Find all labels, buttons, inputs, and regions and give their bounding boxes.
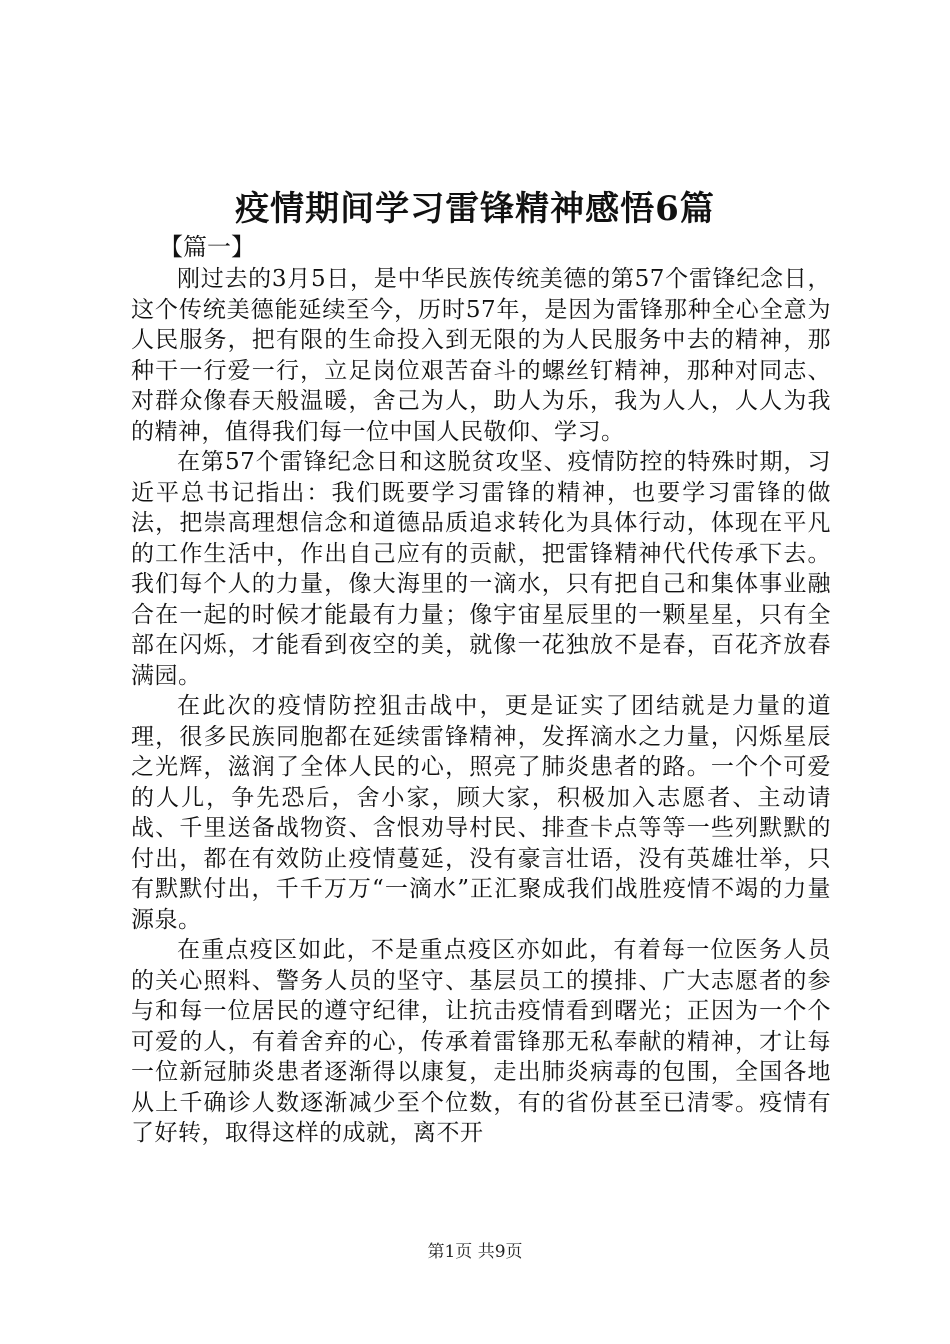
paragraph-2: 在第57个雷锋纪念日和这脱贫攻坚、疫情防控的特殊时期，习近平总书记指出：我们既要学习雷锋的精神，也要学习雷锋的做法，把崇高理想信念和道德品质追求转化为具体行动，体现在平凡的工作生活中，作出自己应有的贡献，把雷锋精神代代传承下去。我们每个人的力量，像大海里的一滴水，只有把自己和集体事业融合在一起的时候才能最有力量；像宇宙星辰里的一颗星星，只有全部在闪烁，才能看到夜空的美，就像一花独放不是春，百花齐放春满园。 bbox=[131, 449, 831, 689]
paragraph-4: 在重点疫区如此，不是重点疫区亦如此，有着每一位医务人员的关心照料、警务人员的坚守、基层员工的摸排、广大志愿者的参与和每一位居民的遵守纪律，让抗击疫情看到曙光；正因为一个个可爱的人，有着舍弃的心，传承着雷锋那无私奉献的精神，才让每一位新冠肺炎患者逐渐得以康复，走出肺炎病毒的包围，全国各地从上千确诊人数逐渐减少至个位数，有的省份甚至已清零。疫情有了好转，取得这样的成就，离不开 bbox=[131, 937, 831, 1146]
page-footer: 第1页 共9页 bbox=[427, 1242, 523, 1262]
section-label: 【篇一】 bbox=[159, 233, 255, 261]
document-body bbox=[131, 230, 831, 1149]
document-title: 疫情期间学习雷锋精神感悟6篇 bbox=[235, 189, 715, 229]
paragraph-1: 刚过去的3月5日，是中华民族传统美德的第57个雷锋纪念日，这个传统美德能延续至今，历时57年，是因为雷锋那种全心全意为人民服务，把有限的生命投入到无限的为人民服务中去的精神，那种干一行爱一行，立足岗位艰苦奋斗的螺丝钉精神，那种对同志、对群众像春天般温暖，舍己为人，助人为乐，我为人人，人人为我的精神，值得我们每一位中国人民敬仰、学习。 bbox=[131, 266, 831, 445]
paragraph-3: 在此次的疫情防控狙击战中，更是证实了团结就是力量的道理，很多民族同胞都在延续雷锋精神，发挥滴水之力量，闪烁星辰之光辉，滋润了全体人民的心，照亮了肺炎患者的路。一个个可爱的人儿，争先恐后，舍小家，顾大家，积极加入志愿者、主动请战、千里送备战物资、含恨劝导村民、排查卡点等等一些列默默的付出，都在有效防止疫情蔓延，没有豪言壮语，没有英雄壮举，只有默默付出，千千万万“一滴水”正汇聚成我们战胜疫情不竭的力量源泉。 bbox=[131, 693, 831, 933]
